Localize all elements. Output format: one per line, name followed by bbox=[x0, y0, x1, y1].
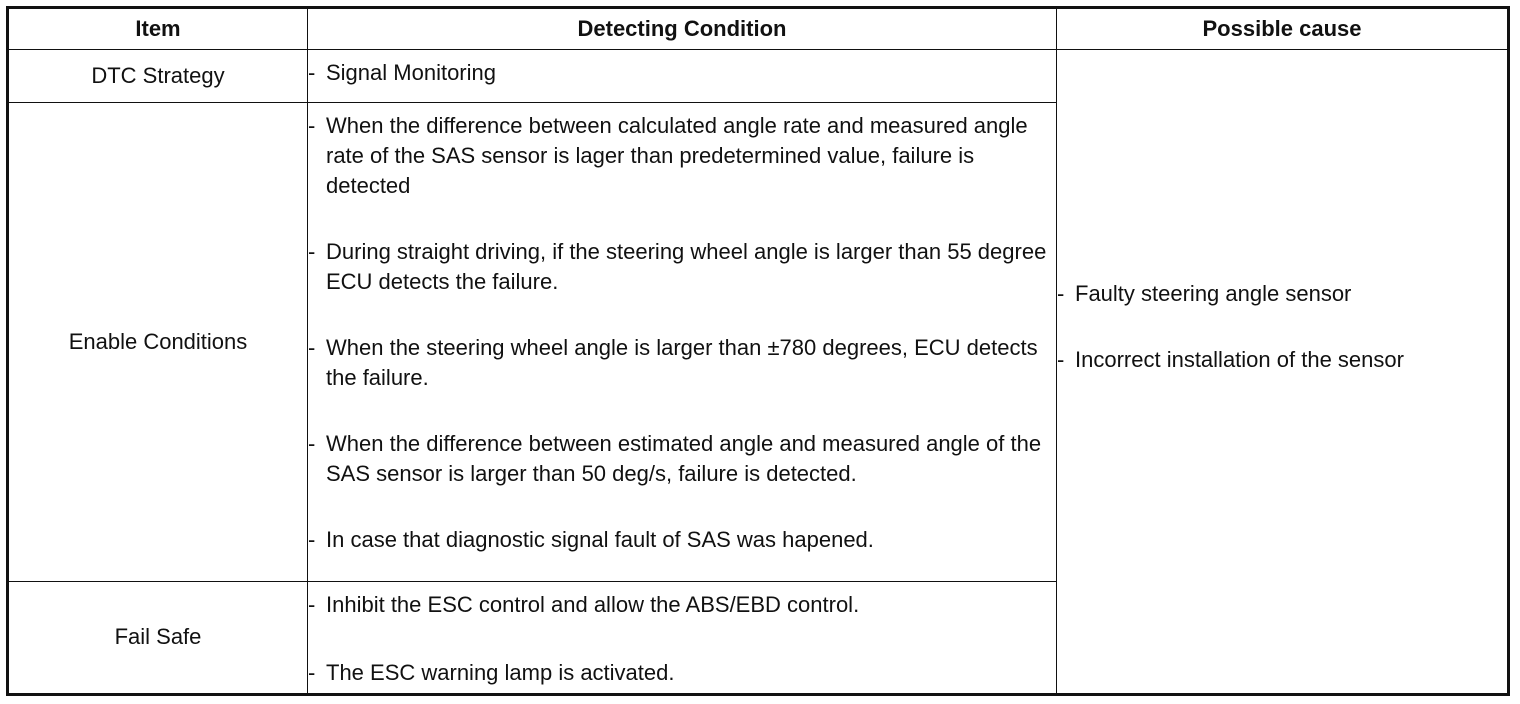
bullet-dash: - bbox=[308, 239, 316, 264]
condition-bullet bbox=[308, 658, 1056, 688]
cause-text: Faulty steering angle sensor bbox=[1075, 280, 1352, 306]
item-dtc-strategy: DTC Strategy bbox=[8, 50, 308, 103]
bullet-dash: - bbox=[308, 335, 316, 360]
condition-text: Signal Monitoring bbox=[326, 60, 496, 85]
bullet-dash: - bbox=[1057, 280, 1065, 306]
possible-cause-cell bbox=[1057, 50, 1509, 695]
condition-cell-enable bbox=[308, 103, 1057, 582]
condition-bullet bbox=[308, 111, 1056, 201]
item-enable-conditions: Enable Conditions bbox=[8, 103, 308, 582]
dtc-table bbox=[6, 6, 1510, 696]
bullet-dash: - bbox=[308, 113, 316, 138]
bullet-dash: - bbox=[1057, 346, 1065, 372]
bullet-dash: - bbox=[308, 591, 316, 617]
condition-cell-strategy bbox=[308, 50, 1057, 103]
item-fail-safe: Fail Safe bbox=[8, 581, 308, 694]
condition-bullet bbox=[308, 590, 1056, 620]
bullet-dash: - bbox=[308, 527, 316, 552]
condition-cell-failsafe bbox=[308, 581, 1057, 694]
header-detecting-condition: Detecting Condition bbox=[308, 8, 1057, 50]
condition-bullet bbox=[308, 333, 1056, 393]
condition-text: Inhibit the ESC control and allow the ABS/EBD control. bbox=[326, 591, 860, 617]
condition-bullet bbox=[308, 237, 1056, 297]
header-row bbox=[8, 8, 1509, 50]
cause-bullet bbox=[1057, 345, 1507, 375]
cause-text: Incorrect installation of the sensor bbox=[1075, 346, 1404, 372]
condition-bullet bbox=[308, 429, 1056, 489]
condition-text: In case that diagnostic signal fault of SAS was hapened. bbox=[326, 527, 874, 552]
condition-bullet bbox=[308, 58, 1056, 88]
condition-text: When the steering wheel angle is larger than ±780 degrees, ECU detects the failure. bbox=[326, 335, 1038, 390]
condition-text: The ESC warning lamp is activated. bbox=[326, 659, 675, 685]
bullet-dash: - bbox=[308, 659, 316, 685]
bullet-dash: - bbox=[308, 60, 316, 85]
condition-text: When the difference between estimated angle and measured angle of the SAS sensor is larger than 50 deg/s, failure is detected. bbox=[326, 431, 1042, 486]
condition-text: During straight driving, if the steering wheel angle is larger than 55 degree ECU detects the failure. bbox=[326, 239, 1047, 294]
condition-bullet bbox=[308, 525, 1056, 555]
cause-bullet bbox=[1057, 279, 1507, 309]
header-item: Item bbox=[8, 8, 308, 50]
condition-text: When the difference between calculated angle rate and measured angle rate of the SAS sensor is lager than predetermined value, failure is detected bbox=[326, 113, 1028, 198]
header-possible-cause: Possible cause bbox=[1057, 8, 1509, 50]
bullet-dash: - bbox=[308, 431, 316, 456]
table-row-dtc-strategy bbox=[8, 50, 1509, 103]
